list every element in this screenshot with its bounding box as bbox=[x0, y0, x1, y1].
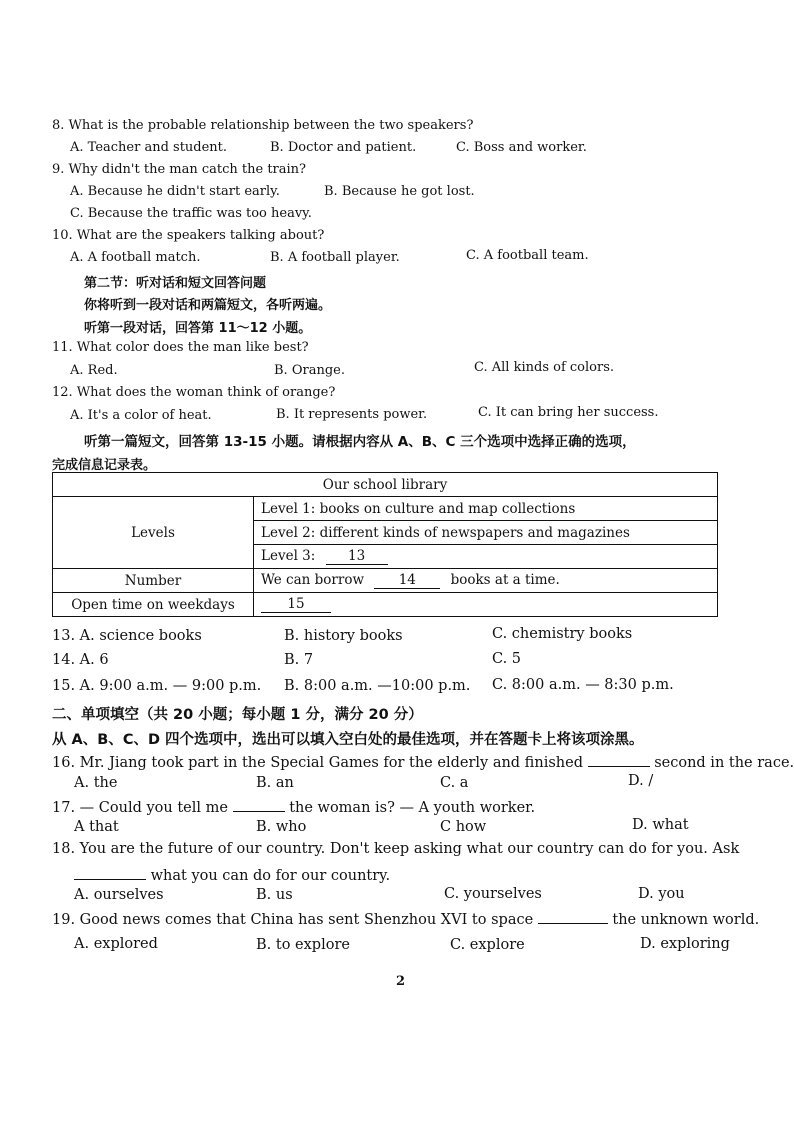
question-19-option-a: A. explored bbox=[74, 936, 158, 952]
question-17-option-b: B. who bbox=[256, 819, 307, 835]
question-13-option-b: B. history books bbox=[284, 628, 403, 644]
dialogue-1-instructions: 听第一段对话，回答第 11～12 小题。 bbox=[84, 321, 312, 336]
levels-label: Levels bbox=[53, 497, 254, 569]
blank-19 bbox=[538, 909, 608, 924]
question-10-option-a: A. A football match. bbox=[70, 250, 201, 265]
level-2-cell: Level 2: different kinds of newspapers and magazines bbox=[254, 521, 718, 545]
question-9-stem: 9. Why didn't the man catch the train? bbox=[52, 162, 307, 177]
question-16-stem bbox=[52, 752, 794, 771]
question-17-option-d: D. what bbox=[632, 817, 689, 833]
question-19-stem-end: the unknown world. bbox=[612, 912, 760, 928]
question-16-option-c: C. a bbox=[440, 775, 469, 791]
page-number: 2 bbox=[396, 974, 406, 989]
section-2-instructions: 你将听到一段对话和两篇短文，各听两遍。 bbox=[84, 298, 332, 313]
part-2-title: 二、单项填空（共 20 小题；每小题 1 分，满分 20 分） bbox=[52, 707, 423, 723]
question-16-option-a: A. the bbox=[74, 775, 118, 791]
question-14-option-a: 14. A. 6 bbox=[52, 652, 109, 668]
question-11-stem: 11. What color does the man like best? bbox=[52, 340, 309, 355]
passage-1-instructions: 听第一篇短文，回答第 13-15 小题。请根据内容从 A、B、C 三个选项中选择正确的选项， bbox=[84, 434, 636, 450]
question-19-option-c: C. explore bbox=[450, 937, 525, 953]
question-19-option-b: B. to explore bbox=[256, 937, 350, 953]
question-18-stem-line-1: 18. You are the future of our country. Don't keep asking what our country can do for you. Ask bbox=[52, 841, 740, 857]
question-9-option-a: A. Because he didn't start early. bbox=[70, 184, 280, 199]
question-8-stem: 8. What is the probable relationship between the two speakers? bbox=[52, 118, 474, 133]
question-8-option-a: A. Teacher and student. bbox=[70, 140, 228, 155]
question-10-option-b: B. A football player. bbox=[270, 250, 400, 265]
question-12-stem: 12. What does the woman think of orange? bbox=[52, 385, 336, 400]
question-11-option-b: B. Orange. bbox=[274, 363, 345, 378]
passage-1-instructions-cont: 完成信息记录表。 bbox=[52, 458, 157, 473]
question-10-option-c: C. A football team. bbox=[466, 248, 589, 263]
question-10-stem: 10. What are the speakers talking about? bbox=[52, 228, 325, 243]
question-18-option-d: D. you bbox=[638, 886, 685, 902]
library-info-table bbox=[52, 472, 718, 617]
question-18-stem-end: what you can do for our country. bbox=[150, 868, 391, 884]
question-15-option-c: C. 8:00 a.m. — 8:30 p.m. bbox=[492, 677, 674, 693]
question-16-stem-end: second in the race. bbox=[654, 755, 794, 771]
level-1-cell: Level 1: books on culture and map collections bbox=[254, 497, 718, 521]
level-3-cell bbox=[254, 545, 718, 569]
number-suffix: books at a time. bbox=[450, 572, 560, 588]
section-2-title: 第二节：听对话和短文回答问题 bbox=[84, 276, 267, 291]
open-time-label: Open time on weekdays bbox=[53, 593, 254, 617]
blank-13: 13 bbox=[326, 548, 388, 565]
question-18-option-b: B. us bbox=[256, 887, 293, 903]
question-19-stem bbox=[52, 909, 759, 928]
level-3-prefix: Level 3: bbox=[261, 548, 316, 564]
number-cell bbox=[254, 569, 718, 593]
blank-17 bbox=[233, 797, 285, 812]
question-15-option-a: 15. A. 9:00 a.m. — 9:00 p.m. bbox=[52, 678, 262, 694]
question-18-option-a: A. ourselves bbox=[74, 887, 164, 903]
question-17-option-a: A that bbox=[74, 819, 119, 835]
question-17-stem-end: the woman is? — A youth worker. bbox=[289, 800, 536, 816]
blank-16 bbox=[588, 752, 650, 767]
open-time-cell bbox=[254, 593, 718, 617]
table-title: Our school library bbox=[53, 473, 718, 497]
question-16-stem-start: 16. Mr. Jiang took part in the Special Games for the elderly and finished bbox=[52, 755, 583, 771]
question-18-option-c: C. yourselves bbox=[444, 886, 542, 902]
question-19-option-d: D. exploring bbox=[640, 936, 730, 952]
question-11-option-a: A. Red. bbox=[70, 363, 118, 378]
question-13-option-a: 13. A. science books bbox=[52, 628, 202, 644]
question-12-option-b: B. It represents power. bbox=[276, 407, 428, 422]
question-17-stem bbox=[52, 797, 535, 816]
question-15-option-b: B. 8:00 a.m. —10:00 p.m. bbox=[284, 678, 471, 694]
question-14-option-c: C. 5 bbox=[492, 651, 522, 667]
question-16-option-b: B. an bbox=[256, 775, 294, 791]
question-13-option-c: C. chemistry books bbox=[492, 626, 633, 642]
number-prefix: We can borrow bbox=[261, 572, 365, 588]
question-11-option-c: C. All kinds of colors. bbox=[474, 360, 614, 375]
question-12-option-c: C. It can bring her success. bbox=[478, 405, 659, 420]
part-2-instructions: 从 A、B、C、D 四个选项中，选出可以填入空白处的最佳选项，并在答题卡上将该项涂黑。 bbox=[52, 732, 644, 748]
question-9-option-c: C. Because the traffic was too heavy. bbox=[70, 206, 312, 221]
question-17-option-c: C how bbox=[440, 819, 487, 835]
question-18-stem-line-2 bbox=[74, 865, 390, 884]
question-19-stem-start: 19. Good news comes that China has sent Shenzhou XVI to space bbox=[52, 912, 534, 928]
blank-18 bbox=[74, 865, 146, 880]
question-8-option-c: C. Boss and worker. bbox=[456, 140, 587, 155]
question-8-option-b: B. Doctor and patient. bbox=[270, 140, 417, 155]
blank-15: 15 bbox=[261, 596, 331, 613]
number-label: Number bbox=[53, 569, 254, 593]
question-16-option-d: D. / bbox=[628, 773, 654, 789]
question-9-option-b: B. Because he got lost. bbox=[324, 184, 475, 199]
question-14-option-b: B. 7 bbox=[284, 652, 314, 668]
blank-14: 14 bbox=[374, 572, 440, 589]
question-12-option-a: A. It's a color of heat. bbox=[70, 408, 212, 423]
question-17-stem-start: 17. — Could you tell me bbox=[52, 800, 228, 816]
